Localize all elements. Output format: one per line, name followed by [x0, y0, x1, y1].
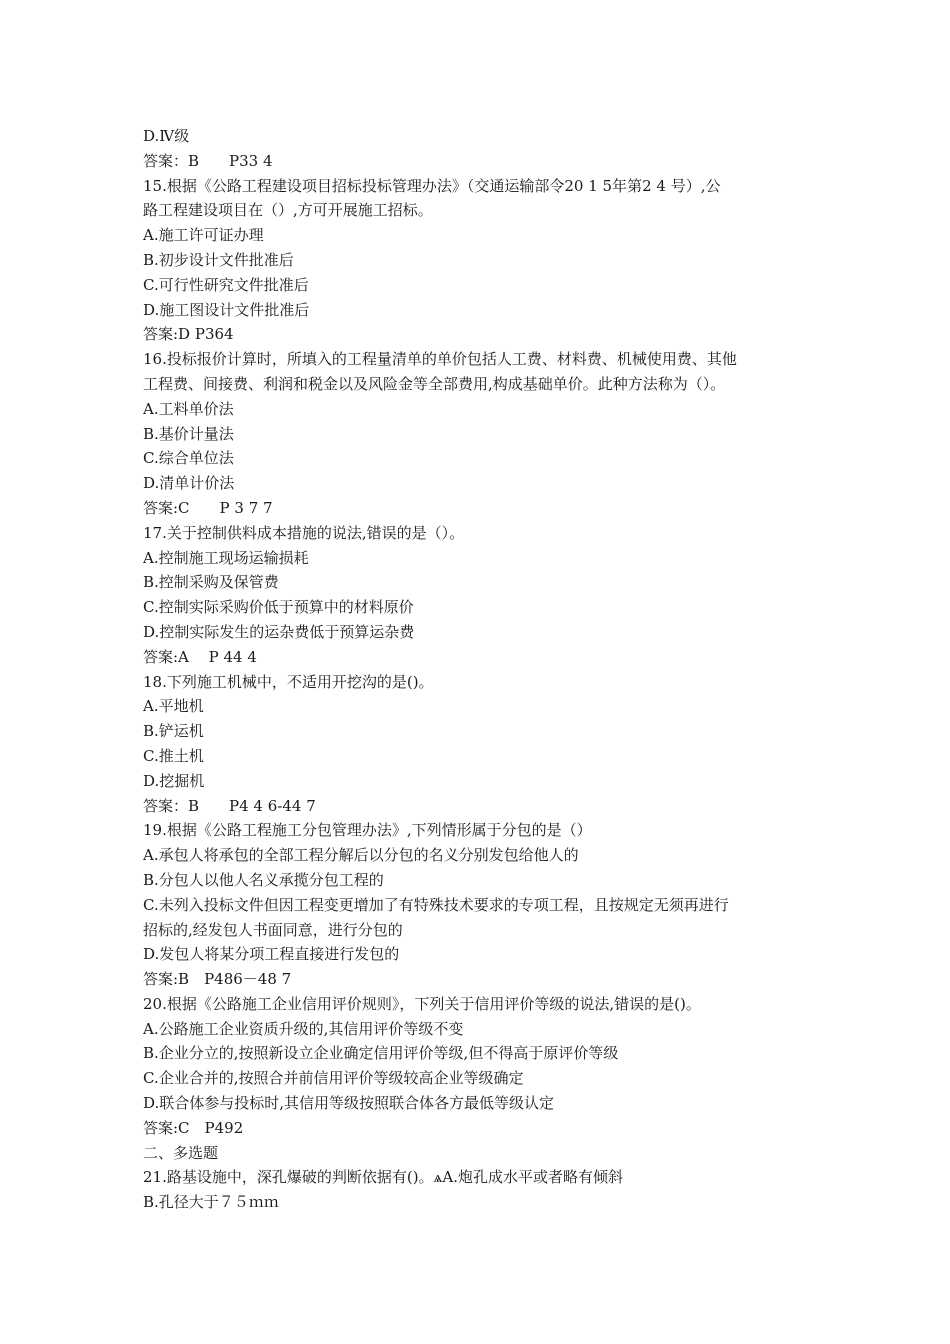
- question-line: 17.关于控制供料成本措施的说法,错误的是（）。: [143, 523, 465, 542]
- option-line: 招标的,经发包人书面同意，进行分包的: [143, 920, 403, 939]
- option-line: C.未列入投标文件但因工程变更增加了有特殊技术要求的专项工程，且按规定无须再进行: [143, 895, 729, 914]
- option-line: B.初步设计文件批准后: [143, 250, 294, 269]
- question-line: 16.投标报价计算时，所填入的工程量清单的单价包括人工费、材料费、机械使用费、其他: [143, 350, 737, 369]
- option-line: A.公路施工企业资质升级的,其信用评价等级不变: [143, 1019, 464, 1038]
- answer-line: 答案:C P 3 7 7: [143, 498, 273, 517]
- option-line: A.承包人将承包的全部工程分解后以分包的名义分别发包给他人的: [143, 846, 579, 865]
- option-line: D.控制实际发生的运杂费低于预算运杂费: [143, 622, 415, 641]
- option-line: C.推土机: [143, 746, 204, 765]
- question-line: 21.路基设施中，深孔爆破的判断依据有()。ѧA.炮孔成水平或者略有倾斜: [143, 1168, 624, 1187]
- document-page: [143, 124, 823, 1215]
- option-line: D.Ⅳ级: [143, 127, 190, 145]
- option-line: D.挖掘机: [143, 771, 205, 790]
- question-line: 20.根据《公路施工企业信用评价规则》，下列关于信用评价等级的说法,错误的是()。: [143, 994, 701, 1013]
- answer-line: 答案：B P4 4 6-44 7: [143, 796, 316, 815]
- answer-line: 答案:A P 44 4: [143, 647, 257, 666]
- option-line: B.控制采购及保管费: [143, 573, 279, 592]
- question-line: 18.下列施工机械中，不适用开挖沟的是()。: [143, 672, 434, 691]
- question-line: 路工程建设项目在（）,方可开展施工招标。: [143, 201, 433, 220]
- option-line: B.企业分立的,按照新设立企业确定信用评价等级,但不得高于原评价等级: [143, 1044, 619, 1063]
- question-line: 19.根据《公路工程施工分包管理办法》,下列情形属于分包的是（）: [143, 821, 592, 840]
- answer-line: 答案：B P33 4: [143, 151, 273, 170]
- option-line: D.联合体参与投标时,其信用等级按照联合体各方最低等级认定: [143, 1094, 555, 1113]
- question-line: 15.根据《公路工程建设项目招标投标管理办法》（交通运输部令20 1 5年第2 4 号）,公: [143, 176, 721, 195]
- option-line: A.工料单价法: [143, 399, 234, 418]
- question-line: 工程费、间接费、利润和税金以及风险金等全部费用,构成基础单价。此种方法称为（）。: [143, 374, 726, 393]
- option-line: A.控制施工现场运输损耗: [143, 548, 309, 567]
- option-line: C.控制实际采购价低于预算中的材料原价: [143, 598, 414, 617]
- answer-line: 答案:B P486－48 7: [143, 970, 292, 989]
- option-line: A.平地机: [143, 697, 204, 716]
- option-line: C.企业合并的,按照合并前信用评价等级较高企业等级确定: [143, 1069, 524, 1088]
- option-line: B.孔径大于７５ｍｍ: [143, 1193, 279, 1212]
- option-line: B.基价计量法: [143, 424, 234, 443]
- option-line: B.铲运机: [143, 722, 204, 741]
- option-line: C.可行性研究文件批准后: [143, 275, 309, 294]
- option-line: C.综合单位法: [143, 449, 234, 468]
- answer-line: 答案:C P492: [143, 1118, 244, 1137]
- answer-line: 答案:D P364: [143, 325, 234, 344]
- option-line: D.发包人将某分项工程直接进行发包的: [143, 945, 400, 964]
- option-line: D.施工图设计文件批准后: [143, 300, 310, 319]
- section-heading: 二、多选题: [143, 1143, 219, 1162]
- option-line: D.清单计价法: [143, 474, 235, 493]
- option-line: B.分包人以他人名义承揽分包工程的: [143, 870, 384, 889]
- option-line: A.施工许可证办理: [143, 226, 264, 245]
